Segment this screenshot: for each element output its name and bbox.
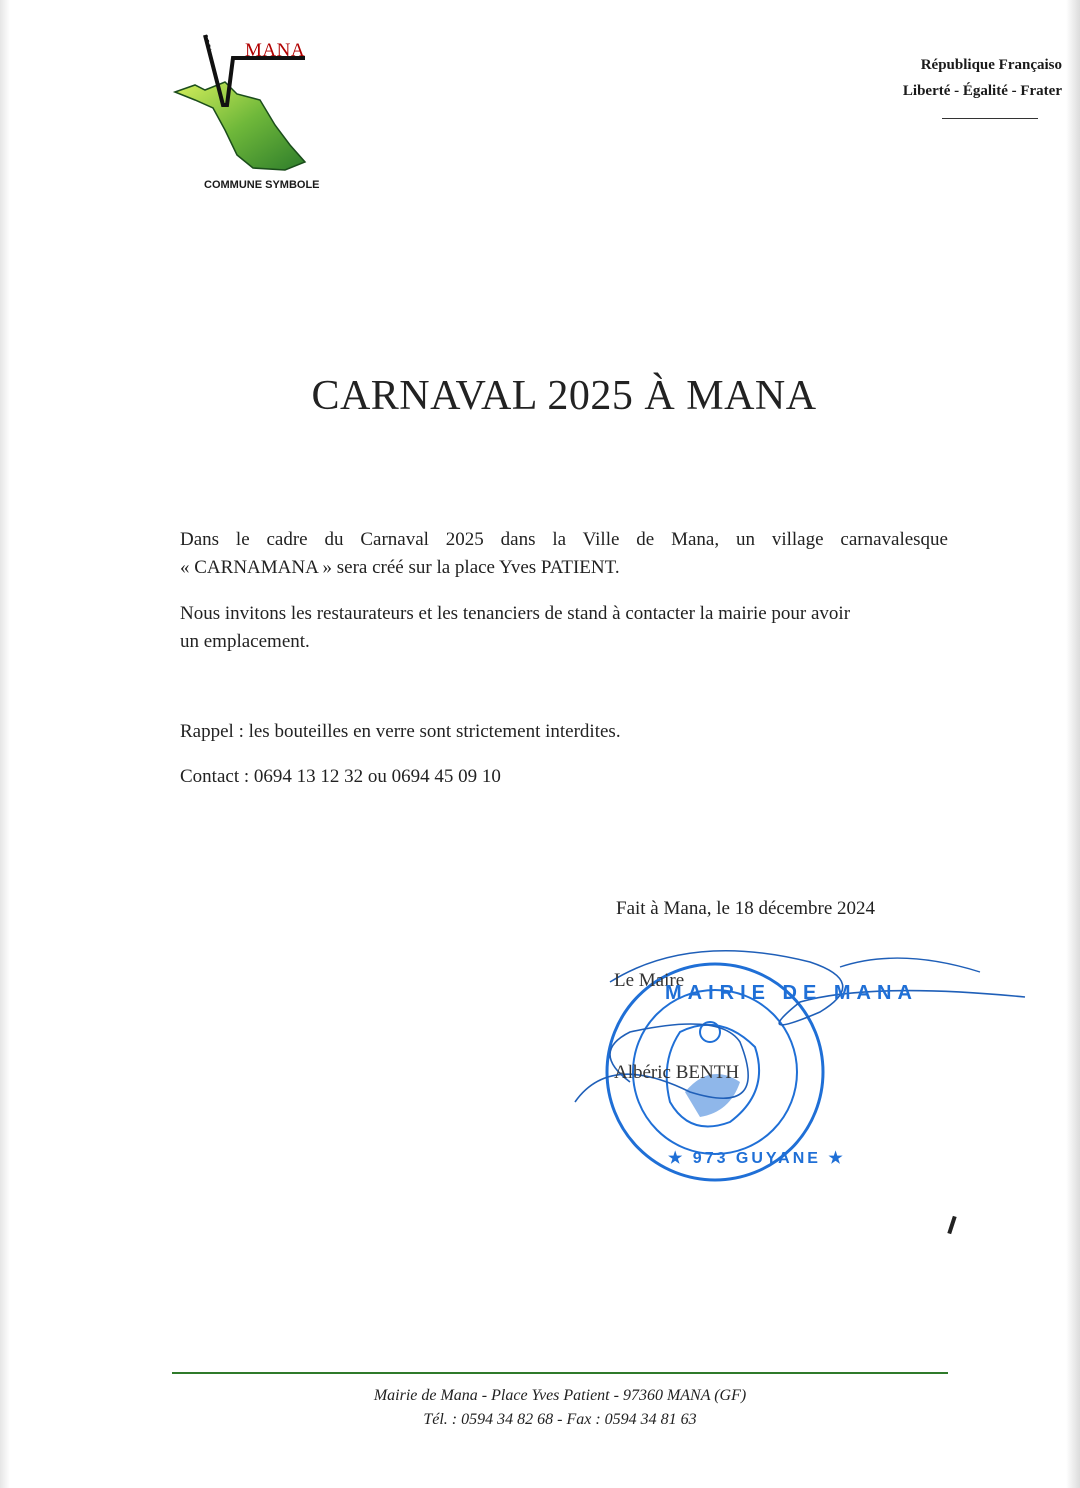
footer-divider	[172, 1372, 948, 1374]
paragraph-reminder: Rappel : les bouteilles en verre sont strictement interdites.	[180, 721, 621, 742]
official-stamp	[570, 942, 1040, 1202]
page-title: CARNAVAL 2025 À MANA	[311, 373, 817, 419]
mayor-title: Le Maire	[614, 970, 685, 991]
footer-phone: Tél. : 0594 34 82 68 - Fax : 0594 34 81 63	[423, 1411, 697, 1428]
stamp-text-top: MAIRIE DE MANA	[665, 982, 918, 1004]
paragraph-line: « CARNAMANA » sera créé sur la place Yves PATIENT.	[180, 557, 620, 578]
mayor-name: Albéric BENTH	[614, 1062, 740, 1083]
logo-name: MANA	[245, 40, 306, 61]
paragraph-line: un emplacement.	[180, 631, 310, 652]
place-date: Fait à Mana, le 18 décembre 2024	[616, 898, 876, 919]
logo-caption: COMMUNE SYMBOLE	[204, 179, 320, 191]
republic-motto: Liberté - Égalité - Frater	[902, 83, 1062, 99]
stamp-text-bottom: ★ 973 GUYANE ★	[668, 1150, 846, 1167]
paragraph-line: Dans le cadre du Carnaval 2025 dans la Ville de Mana, un village carnavalesque	[180, 529, 948, 550]
republic-line: République Françaiso	[920, 57, 1062, 73]
footer-address: Mairie de Mana - Place Yves Patient - 97360 MANA (GF)	[373, 1387, 747, 1404]
page-edge-right	[1066, 0, 1080, 1488]
paragraph-line: Nous invitons les restaurateurs et les tenanciers de stand à contacter la mairie pour avoir	[180, 603, 851, 624]
paragraph-contact: Contact : 0694 13 12 32 ou 0694 45 09 10	[180, 766, 501, 787]
footer	[0, 1384, 1080, 1432]
paragraph-invitation	[180, 600, 948, 656]
republic-header	[762, 52, 1062, 104]
mana-logo	[165, 30, 335, 200]
ink-mark	[947, 1216, 956, 1234]
page-edge-left	[0, 0, 10, 1488]
paragraph-announcement	[180, 526, 948, 582]
republic-divider	[942, 118, 1038, 119]
